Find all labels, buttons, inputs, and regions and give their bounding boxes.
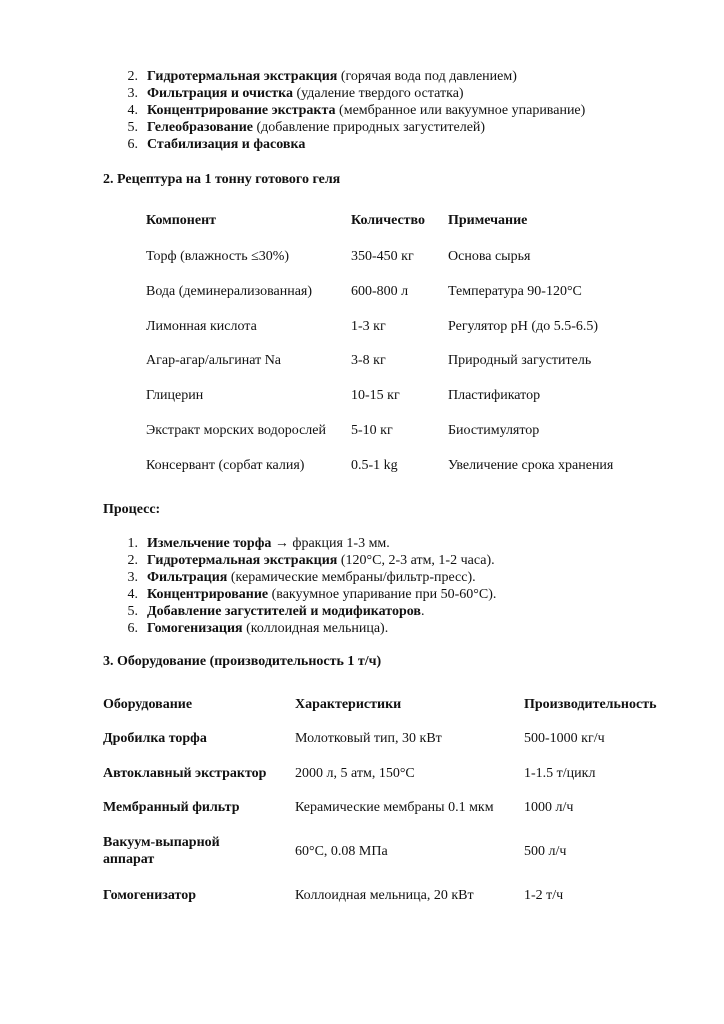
table-cell: Гомогенизатор [103, 888, 197, 903]
table-header: Производительность [524, 697, 657, 712]
table-header: Оборудование [103, 697, 193, 712]
list-number: 6. [127, 137, 138, 152]
table-cell: Консервант (сорбат калия) [146, 457, 305, 473]
list-item [147, 620, 388, 637]
list-number: 4. [127, 103, 138, 118]
table-cell: 600-800 л [351, 283, 409, 299]
list-item-text: (керамические мембраны/фильтр-пресс). [227, 570, 476, 585]
list-item [147, 102, 585, 119]
table-cell: 10-15 кг [351, 388, 400, 404]
table-header: Характеристики [295, 697, 402, 712]
list-item-bold: Добавление загустителей и модификаторов [147, 604, 421, 619]
table-cell: Природный загуститель [448, 353, 592, 369]
list-number: 5. [127, 120, 138, 135]
table-cell: Глицерин [146, 388, 204, 404]
list-item-text: (120°C, 2-3 атм, 1-2 часа). [337, 553, 495, 568]
table-cell: 1-1.5 т/цикл [524, 766, 596, 781]
table-cell: 500-1000 кг/ч [524, 731, 605, 746]
table-cell: Лимонная кислота [146, 318, 257, 334]
list-item [147, 136, 305, 153]
table-cell: Автоклавный экстрактор [103, 766, 267, 781]
list-item-bold: Концентрирование [147, 587, 269, 602]
table-cell: 3-8 кг [351, 353, 386, 369]
table-cell: 1000 л/ч [524, 800, 574, 815]
table-header: Примечание [448, 213, 528, 228]
table-cell: Пластификатор [448, 388, 541, 404]
table-cell: 0.5-1 kg [351, 457, 398, 473]
table-cell: Вакуум-выпарной аппарат [103, 835, 220, 867]
table-cell: Увеличение срока хранения [448, 457, 614, 473]
table-header: Количество [351, 213, 426, 228]
list-item-bold: Гелеобразование [147, 120, 254, 135]
table-cell: Мембранный фильтр [103, 800, 240, 815]
list-number: 1. [127, 536, 138, 551]
list-item [147, 552, 495, 569]
list-number: 6. [127, 621, 138, 636]
list-item-bold: Фильтрация [147, 570, 228, 585]
list-item [147, 85, 464, 102]
section-heading: 2. Рецептура на 1 тонну готового геля [103, 172, 341, 187]
list-item-bold: Измельчение торфа [147, 536, 272, 551]
list-number: 3. [127, 570, 138, 585]
list-item-text: (добавление природных загустителей) [253, 120, 486, 135]
list-item-text: (вакуумное упаривание при 50-60°C). [268, 587, 497, 602]
table-cell: 350-450 кг [351, 249, 414, 264]
list-item [147, 603, 424, 620]
table-cell: Биостимулятор [448, 423, 540, 438]
list-number: 4. [127, 587, 138, 602]
table-cell: Регулятор pH (до 5.5-6.5) [448, 318, 599, 334]
list-number: 2. [127, 69, 138, 84]
list-item-text: (мембранное или вакуумное упаривание) [335, 103, 586, 118]
table-cell: Экстракт морских водорослей [146, 423, 327, 438]
table-cell: 60°C, 0.08 МПа [295, 844, 388, 859]
table-header: Компонент [146, 213, 217, 228]
table-cell: Коллоидная мельница, 20 кВт [295, 888, 474, 903]
table-cell: Агар-агар/альгинат Na [146, 353, 282, 369]
list-number: 2. [127, 553, 138, 568]
list-item-bold: Гомогенизация [147, 621, 243, 636]
list-item [147, 68, 517, 85]
table-cell: Вода (деминерализованная) [146, 283, 313, 299]
list-item-bold: Гидротермальная экстракция [147, 69, 338, 84]
list-item-text: (удаление твердого остатка) [292, 86, 464, 101]
list-item-bold: Концентрирование экстракта [147, 103, 336, 118]
list-item [147, 535, 390, 552]
list-item-text: . [420, 604, 425, 619]
list-number: 3. [127, 86, 138, 101]
table-cell: 5-10 кг [351, 423, 393, 438]
list-number: 5. [127, 604, 138, 619]
table-cell: 1-2 т/ч [524, 888, 564, 903]
table-cell: Температура 90-120°C [448, 283, 582, 299]
table-cell: 500 л/ч [524, 844, 567, 859]
list-item-bold: Стабилизация и фасовка [147, 137, 306, 152]
list-item [147, 119, 485, 136]
list-item-text: (коллоидная мельница). [242, 621, 389, 636]
section-heading: 3. Оборудование (производительность 1 т/ч) [103, 654, 382, 669]
list-item-bold: Гидротермальная экстракция [147, 553, 338, 568]
table-cell: 1-3 кг [351, 318, 386, 334]
table-cell: Молотковый тип, 30 кВт [295, 731, 442, 746]
table-cell: 2000 л, 5 атм, 150°C [295, 766, 415, 781]
list-item [147, 586, 496, 603]
table-cell: Торф (влажность ≤30%) [146, 249, 290, 264]
table-cell: Керамические мембраны 0.1 мкм [295, 800, 494, 815]
list-item-text: → фракция 1-3 мм. [271, 536, 390, 551]
section-heading: Процесс: [103, 502, 161, 517]
list-item-text: (горячая вода под давлением) [337, 69, 517, 84]
list-item [147, 569, 476, 586]
table-cell: Основа сырья [448, 249, 531, 264]
list-item-bold: Фильтрация и очистка [147, 86, 293, 101]
table-cell: Дробилка торфа [103, 731, 207, 746]
